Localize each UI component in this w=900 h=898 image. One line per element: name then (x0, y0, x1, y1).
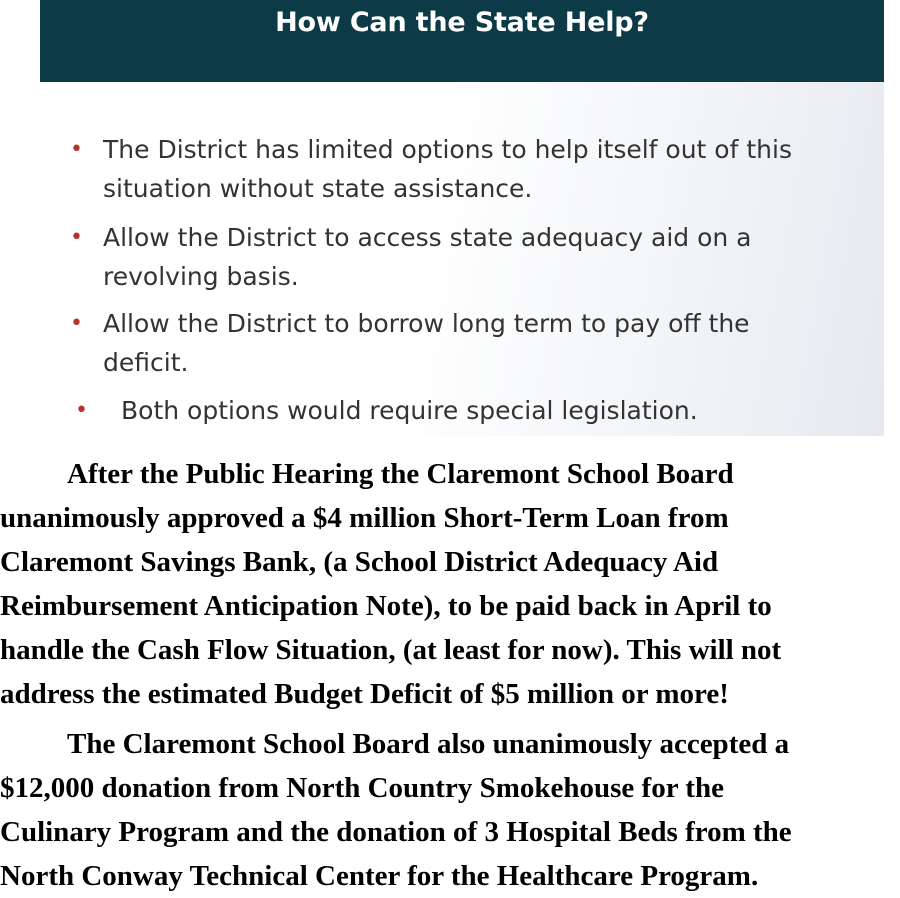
paragraph-line: $12,000 donation from North Country Smokehouse for the (0, 772, 724, 804)
bullet-item (75, 391, 891, 430)
bullet-line: Allow the District to access state adequacy aid on a (103, 223, 752, 252)
paragraph (0, 722, 900, 898)
slide-body (40, 82, 884, 436)
paragraph-line: After the Public Hearing the Claremont School Board (67, 458, 734, 490)
paragraph-line: Reimbursement Anticipation Note), to be paid back in April to (0, 590, 772, 622)
paragraph-line: Claremont Savings Bank, (a School District Adequacy Aid (0, 546, 719, 578)
bullet-item (70, 130, 873, 208)
bullet-line: situation without state assistance. (103, 174, 533, 203)
bullet-line: deficit. (103, 348, 189, 377)
bullet-line: Both options would require special legislation. (121, 396, 698, 425)
paragraph-line: North Conway Technical Center for the Healthcare Program. (0, 860, 759, 892)
paragraph-line: The Claremont School Board also unanimously accepted a (67, 728, 790, 760)
bullet-icon: • (70, 225, 83, 250)
article-text (0, 452, 900, 898)
bullet-line: Allow the District to borrow long term to pay off the (103, 309, 750, 338)
bullet-item (70, 218, 873, 296)
bullet-icon: • (70, 137, 83, 162)
bullet-line: The District has limited options to help itself out of this (103, 135, 792, 164)
paragraph-line: address the estimated Budget Deficit of $5 million or more! (0, 678, 729, 710)
bullet-item (70, 304, 873, 382)
slide-image (0, 0, 900, 436)
bullet-icon: • (70, 311, 83, 336)
paragraph (0, 452, 900, 716)
paragraph-line: Culinary Program and the donation of 3 Hospital Beds from the (0, 816, 792, 848)
paragraph-line: handle the Cash Flow Situation, (at least for now). This will not (0, 634, 782, 666)
bullet-icon: • (75, 398, 88, 423)
slide-title: How Can the State Help? (275, 7, 649, 38)
slide-header (40, 0, 884, 82)
bullet-line: revolving basis. (103, 262, 299, 291)
paragraph-line: unanimously approved a $4 million Short-Term Loan from (0, 502, 729, 534)
